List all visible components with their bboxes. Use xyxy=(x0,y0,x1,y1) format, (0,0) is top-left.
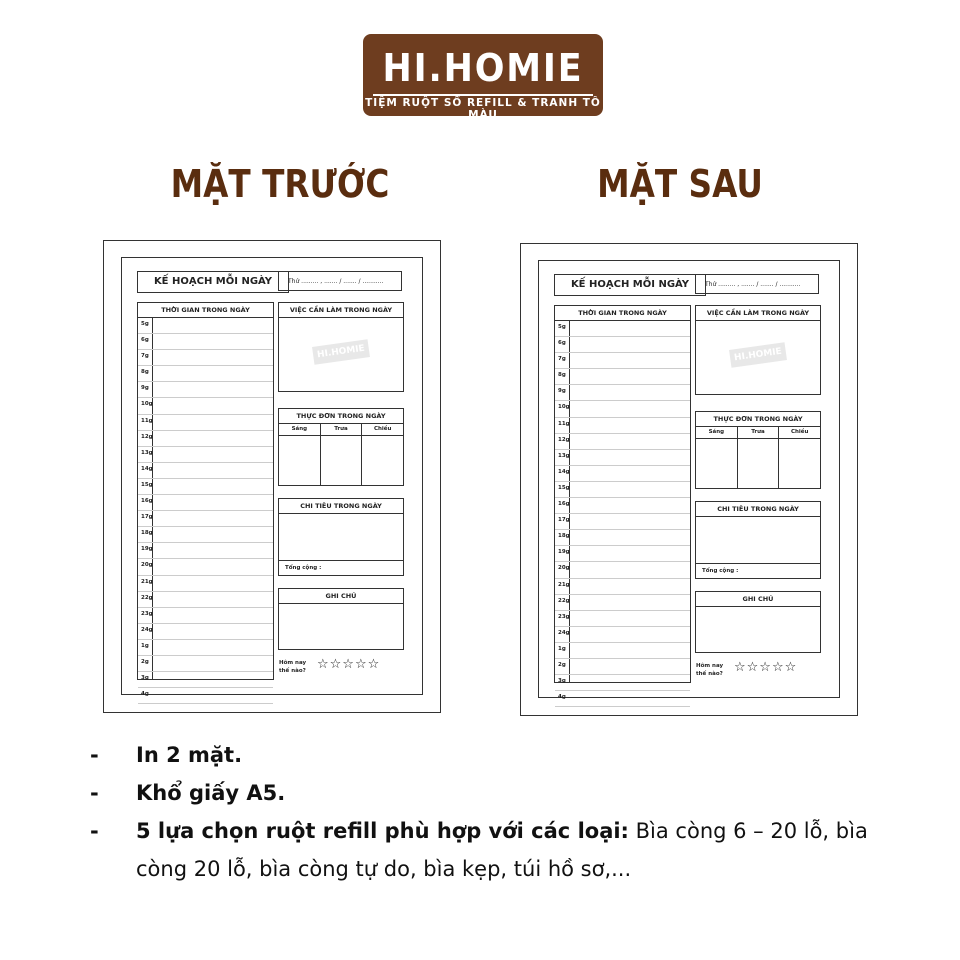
timeline-row xyxy=(138,672,273,688)
hour-label: 16g xyxy=(141,498,153,505)
feature-item: - Khổ giấy A5. xyxy=(90,781,286,805)
timeline-row xyxy=(555,675,690,691)
timeline-row xyxy=(555,401,690,417)
hour-label: 6g xyxy=(141,337,149,344)
menu-box xyxy=(278,408,404,486)
timeline-row xyxy=(138,688,273,704)
hour-label: 19g xyxy=(558,549,570,556)
timeline-row xyxy=(555,369,690,385)
timeline-row xyxy=(555,450,690,466)
timeline-box xyxy=(137,302,274,698)
spending-heading: CHI TIÊU TRONG NGÀY xyxy=(279,499,403,514)
hour-label: 7g xyxy=(558,356,566,363)
timeline-row xyxy=(555,434,690,450)
hour-label: 10g xyxy=(141,401,153,408)
hour-label: 10g xyxy=(558,404,570,411)
hour-label: 2g xyxy=(558,661,566,668)
menu-column-breakfast: Sáng xyxy=(279,423,320,436)
hour-label: 21g xyxy=(558,581,570,588)
hour-label: 19g xyxy=(141,546,153,553)
hour-label: 16g xyxy=(558,501,570,508)
spending-box xyxy=(695,501,821,579)
front-planner-page xyxy=(103,240,441,713)
hour-label: 7g xyxy=(141,353,149,360)
timeline-row xyxy=(555,530,690,546)
todo-box xyxy=(695,305,821,395)
timeline-row xyxy=(555,353,690,369)
timeline-row xyxy=(138,656,273,672)
timeline-row xyxy=(138,431,273,447)
timeline-row xyxy=(138,543,273,559)
timeline-row xyxy=(138,608,273,624)
star-icon[interactable]: ☆☆☆☆☆ xyxy=(734,660,798,675)
timeline-row xyxy=(555,498,690,514)
timeline-row xyxy=(555,691,690,707)
todo-heading: VIỆC CẦN LÀM TRONG NGÀY xyxy=(279,303,403,318)
planner-title: KẾ HOẠCH MỖI NGÀY xyxy=(554,274,706,296)
timeline-heading: THỜI GIAN TRONG NGÀY xyxy=(138,303,273,318)
front-side-title: MẶT TRƯỚC xyxy=(170,162,390,206)
hour-label: 1g xyxy=(558,645,566,652)
timeline-row xyxy=(555,659,690,675)
hour-label: 13g xyxy=(141,449,153,456)
brand-logo xyxy=(363,34,603,121)
hour-label: 17g xyxy=(558,517,570,524)
timeline-row xyxy=(555,466,690,482)
feature-item: - 5 lựa chọn ruột refill phù hợp với các loại: Bìa còng 6 – 20 lỗ, bìa còng 20 lỗ, bìa còng tự do, bìa kẹp, túi hồ sơ,... xyxy=(90,819,868,881)
hour-label: 15g xyxy=(141,481,153,488)
menu-column-dinner: Chiều xyxy=(362,423,403,436)
hour-label: 24g xyxy=(558,629,570,636)
notes-heading: GHI CHÚ xyxy=(696,592,820,607)
hour-label: 8g xyxy=(558,372,566,379)
hour-label: 5g xyxy=(558,324,566,330)
feature-text: Bìa còng 6 – 20 lỗ, bìa còng 20 lỗ, bìa còng tự do, bìa kẹp, túi hồ sơ,... xyxy=(136,819,868,881)
timeline-row xyxy=(138,559,273,575)
watermark: HI.HOMIE xyxy=(312,339,370,365)
mood-label: Hôm nay thế nào? xyxy=(279,660,307,674)
timeline-row xyxy=(555,546,690,562)
hour-label: 18g xyxy=(141,530,153,537)
hour-label: 22g xyxy=(141,594,153,601)
hour-label: 2g xyxy=(141,658,149,665)
hour-label: 13g xyxy=(558,452,570,459)
total-label: Tổng cộng : xyxy=(696,563,820,578)
timeline-row xyxy=(555,595,690,611)
timeline-row xyxy=(555,627,690,643)
hour-label: 9g xyxy=(141,385,149,392)
timeline-row xyxy=(555,418,690,434)
page-frame xyxy=(121,257,423,698)
timeline-row xyxy=(138,318,273,334)
timeline-row xyxy=(555,514,690,530)
timeline-row xyxy=(555,643,690,659)
mood-label: Hôm nay thế nào? xyxy=(696,663,724,677)
notes-box xyxy=(695,591,821,653)
timeline-row xyxy=(138,382,273,398)
hour-label: 17g xyxy=(141,514,153,521)
timeline-row xyxy=(555,562,690,578)
hour-label: 14g xyxy=(558,468,570,475)
notes-heading: GHI CHÚ xyxy=(279,589,403,604)
timeline-row xyxy=(138,350,273,366)
menu-column-lunch: Trưa xyxy=(321,423,362,436)
timeline-row xyxy=(555,385,690,401)
planner-title: KẾ HOẠCH MỖI NGÀY xyxy=(137,271,289,293)
hour-label: 15g xyxy=(558,484,570,491)
hour-label: 5g xyxy=(141,321,149,327)
feature-text-bold: 5 lựa chọn ruột refill phù hợp với các loại: xyxy=(136,819,629,843)
timeline-row xyxy=(138,495,273,511)
menu-box xyxy=(695,411,821,489)
todo-heading: VIỆC CẦN LÀM TRONG NGÀY xyxy=(696,306,820,321)
hour-label: 23g xyxy=(141,610,153,617)
hour-label: 8g xyxy=(141,369,149,376)
page-frame xyxy=(538,260,840,701)
hour-label: 11g xyxy=(141,417,153,424)
mood-rating xyxy=(696,660,816,682)
hour-label: 23g xyxy=(558,613,570,620)
back-planner-page xyxy=(520,243,858,716)
timeline-row xyxy=(138,463,273,479)
hour-label: 14g xyxy=(141,465,153,472)
timeline-row xyxy=(138,527,273,543)
menu-column-breakfast: Sáng xyxy=(696,426,737,439)
mood-rating xyxy=(279,657,399,679)
hour-label: 20g xyxy=(141,562,153,569)
hour-label: 4g xyxy=(558,694,566,701)
logo-divider xyxy=(373,94,593,96)
watermark: HI.HOMIE xyxy=(729,342,787,368)
date-line: Thứ ......... , ....... / ....... / ........... xyxy=(278,271,402,291)
timeline-heading: THỜI GIAN TRONG NGÀY xyxy=(555,306,690,321)
hour-label: 11g xyxy=(558,420,570,427)
hour-label: 1g xyxy=(141,642,149,649)
back-side-title: MẶT SAU xyxy=(597,162,763,206)
hour-label: 9g xyxy=(558,388,566,395)
hour-label: 4g xyxy=(141,691,149,698)
menu-heading: THỰC ĐƠN TRONG NGÀY xyxy=(696,412,820,427)
spending-heading: CHI TIÊU TRONG NGÀY xyxy=(696,502,820,517)
timeline-row xyxy=(555,337,690,353)
hour-label: 21g xyxy=(141,578,153,585)
spending-box xyxy=(278,498,404,576)
hour-label: 3g xyxy=(558,678,566,685)
timeline-row xyxy=(138,334,273,350)
timeline-row xyxy=(138,511,273,527)
timeline-row xyxy=(138,479,273,495)
hour-label: 3g xyxy=(141,675,149,682)
timeline-row xyxy=(138,366,273,382)
timeline-row xyxy=(138,624,273,640)
timeline-row xyxy=(138,447,273,463)
timeline-row xyxy=(555,482,690,498)
feature-text: Khổ giấy A5. xyxy=(136,781,286,805)
hour-label: 12g xyxy=(558,436,570,443)
brand-name: HI.HOMIE xyxy=(382,46,584,90)
hour-label: 12g xyxy=(141,433,153,440)
notes-box xyxy=(278,588,404,650)
hour-label: 20g xyxy=(558,565,570,572)
timeline-row xyxy=(138,398,273,414)
feature-item: - In 2 mặt. xyxy=(90,743,243,767)
feature-text: In 2 mặt. xyxy=(136,743,243,767)
timeline-row xyxy=(138,576,273,592)
timeline-row xyxy=(555,579,690,595)
timeline-row xyxy=(138,415,273,431)
star-icon[interactable]: ☆☆☆☆☆ xyxy=(317,657,381,672)
hour-label: 24g xyxy=(141,626,153,633)
timeline-row xyxy=(138,592,273,608)
brand-tagline: TIỆM RUỘT SỔ REFILL & TRANH TÔ MÀU xyxy=(365,97,601,121)
timeline-row xyxy=(138,640,273,656)
hour-label: 22g xyxy=(558,597,570,604)
todo-box xyxy=(278,302,404,392)
hour-label: 18g xyxy=(558,533,570,540)
date-line: Thứ ......... , ....... / ....... / ........... xyxy=(695,274,819,294)
hour-label: 6g xyxy=(558,340,566,347)
menu-column-lunch: Trưa xyxy=(738,426,779,439)
total-label: Tổng cộng : xyxy=(279,560,403,575)
feature-list xyxy=(90,736,920,888)
menu-column-dinner: Chiều xyxy=(779,426,820,439)
menu-heading: THỰC ĐƠN TRONG NGÀY xyxy=(279,409,403,424)
timeline-row xyxy=(555,321,690,337)
timeline-box xyxy=(554,305,691,701)
timeline-row xyxy=(555,611,690,627)
